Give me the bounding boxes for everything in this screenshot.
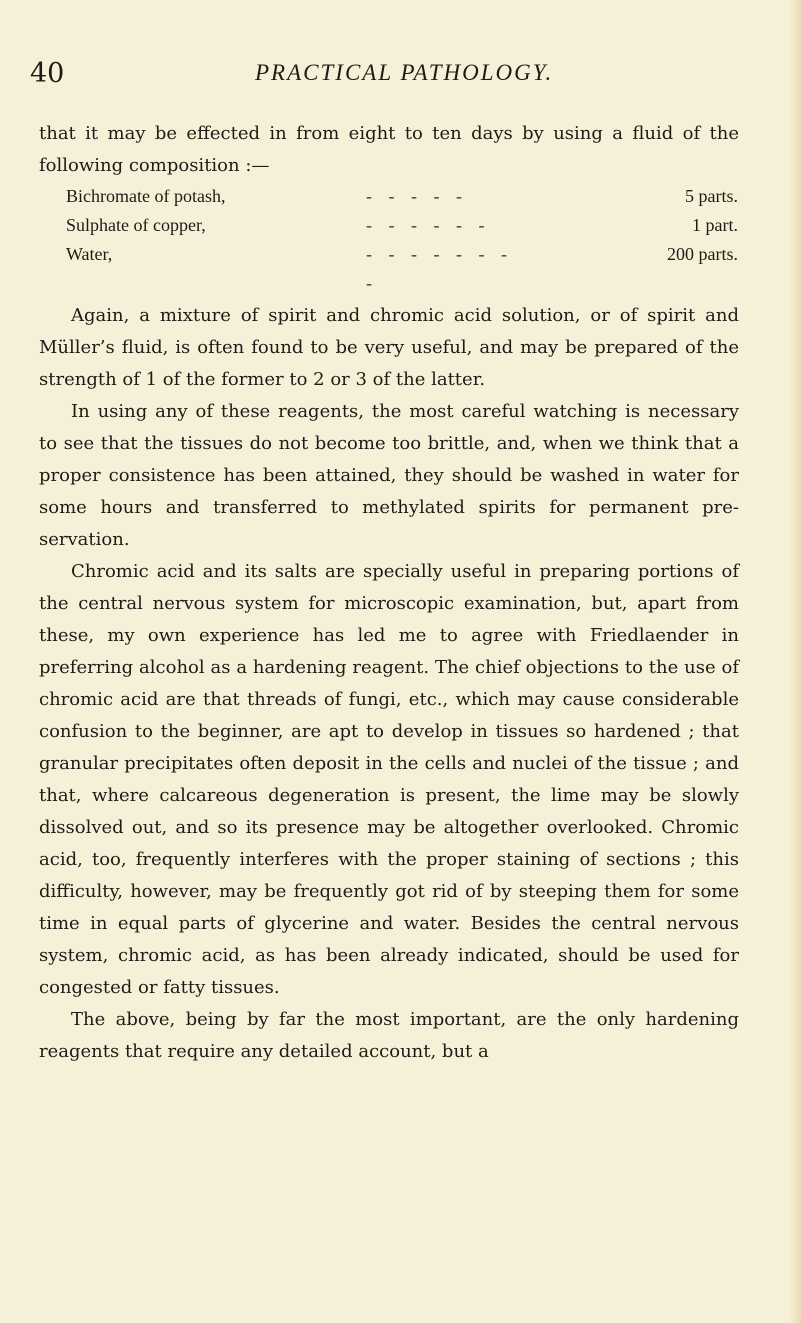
recipe-table xyxy=(66,182,738,298)
page-edge xyxy=(789,0,801,1323)
paragraph-chromic-acid: Chromic acid and its salts are specially useful in preparing portions of the central nervous system for microscopic examination, but, apart from these, my own experience has led me to agree with Friedlaender in preferring alcohol as a hardening reagent. The chief objections to the use of chromic acid are that threads of fungi, etc., which may cause considerable confusion to the beginner, are apt to develop in tissues so hardened ; that granular precipitates often deposit in the cells and nuclei of the tissue ; and that, where calcareous degeneration is present, the lime may be slowly dissolved out, and so its presence may be altogether overlooked. Chromic acid, too, frequently interferes with the proper staining of sections ; this difficulty, however, may be frequently got rid of by steeping them for some time in equal parts of glycerine and water. Besides the central nervous system, chromic acid, as has been already indicated, should be used for congested or fatty tissues. xyxy=(39,561,739,998)
recipe-row xyxy=(66,211,738,240)
recipe-amount: 5 parts. xyxy=(685,186,738,206)
paragraph-hardening-reagents: The above, being by far the most important, are the only hardening reagents that require any detailed account, but a xyxy=(39,1009,739,1062)
recipe-row xyxy=(66,182,738,211)
recipe-ingredient: Sulphate of copper, xyxy=(66,215,206,235)
recipe-leader: - - - - - xyxy=(366,186,468,206)
recipe-leader: - - - - - - - - xyxy=(366,244,513,293)
recipe-amount: 1 part. xyxy=(692,215,738,235)
body-text xyxy=(39,118,739,1068)
recipe-ingredient: Bichromate of potash, xyxy=(66,186,226,206)
recipe-amount: 200 parts. xyxy=(667,244,738,264)
paragraph-careful-watching: In using any of these reagents, the most careful watching is necessary to see that the tissues do not become too brittle, and, when we think that a proper consistence has been attained, they should be washed in water for some hours and transferred to methylated spirits for permanent preservation. xyxy=(39,401,739,550)
running-head: PRACTICAL PATHOLOGY. xyxy=(255,60,554,85)
page-header xyxy=(30,58,730,98)
paragraph-spirit-mixture: Again, a mixture of spirit and chromic acid solution, or of spirit and Müller’s fluid, is often found to be very useful, and may be prepared of the strength of 1 of the former to 2 or 3 of the latter. xyxy=(39,305,739,390)
recipe-row xyxy=(66,240,738,298)
recipe-ingredient: Water, xyxy=(66,244,113,264)
recipe-leader: - - - - - - xyxy=(366,215,491,235)
page-number: 40 xyxy=(30,58,65,89)
paragraph-intro: that it may be effected in from eight to ten days by using a fluid of the following composition :— xyxy=(39,123,739,176)
